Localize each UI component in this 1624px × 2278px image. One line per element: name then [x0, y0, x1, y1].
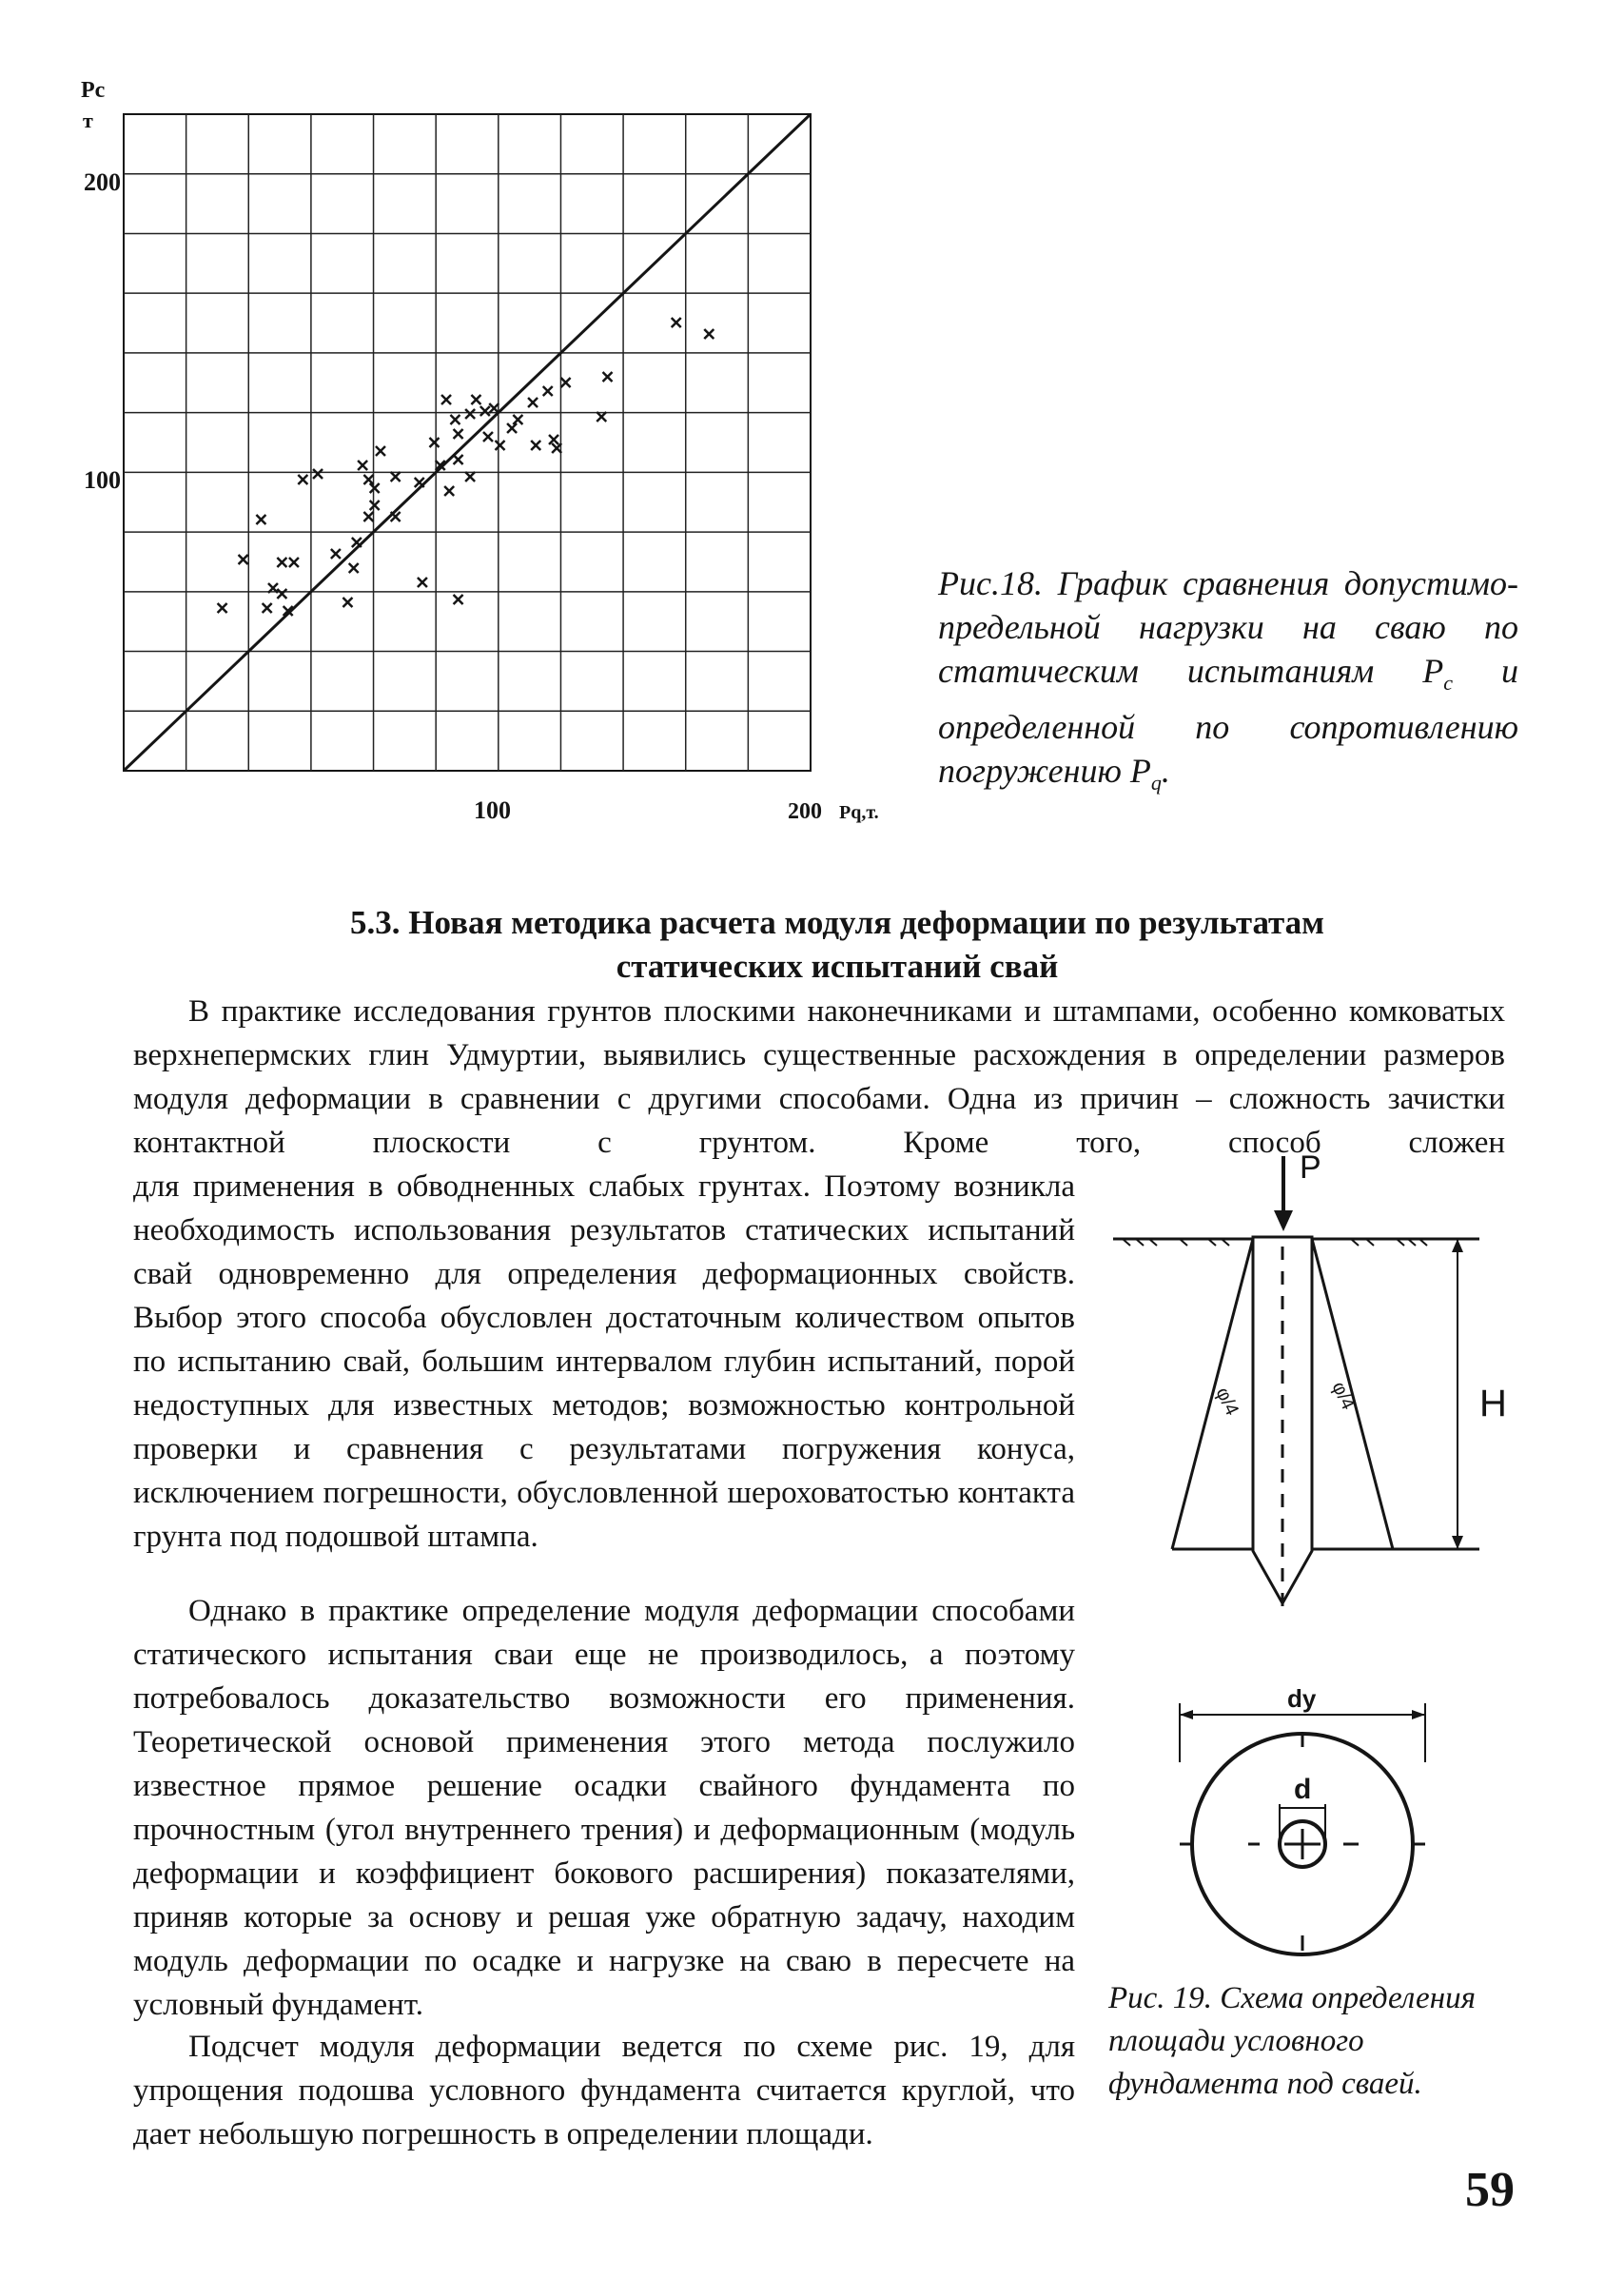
data-point-23: [376, 446, 385, 456]
data-point-31: [363, 475, 373, 484]
body-paragraph-3: [133, 2025, 1075, 2156]
dimension-h-arrow-top: [1452, 1239, 1463, 1252]
dimension-dy-arrow-right: [1412, 1710, 1425, 1719]
data-point-34: [370, 501, 380, 510]
load-arrow-head: [1274, 1210, 1293, 1231]
x-axis-label: Pq,т.: [839, 802, 879, 823]
fig18-caption-sub-c: c: [1443, 671, 1453, 696]
data-point-27: [415, 478, 424, 487]
data-point-1: [704, 329, 714, 339]
data-point-41: [277, 558, 286, 567]
section-title-line1: 5.3. Новая методика расчета модуля деформации по результатам: [349, 904, 1325, 941]
x-tick-200: 200: [788, 799, 822, 824]
data-point-47: [277, 589, 286, 599]
data-point-17: [496, 441, 505, 450]
data-point-39: [331, 549, 341, 559]
fig18-caption-rest: и определенной по сопротивлению погружению P: [938, 652, 1518, 791]
data-point-20: [549, 435, 558, 444]
data-point-13: [441, 395, 451, 404]
page-number: 59: [1465, 2163, 1515, 2217]
data-point-22: [454, 455, 463, 464]
angle-label-right: φ/4: [1327, 1378, 1359, 1413]
paragraph-1-text: В практике исследования грунтов плоскими наконечниками и штампами, особенно комковатых верхнепермских глин Удмуртии, выявились существенные расхождения в определении размеров модуля деформации в сравнении с другими способами. Одна из причин – сложность зачистки контактной плоскости с грунтом. Кроме того, способ сложен: [133, 994, 1505, 1160]
data-point-10: [507, 423, 517, 433]
data-point-28: [298, 475, 307, 484]
paragraph-1-continued: для применения в обводненных слабых грунтах. Поэтому возникла необходимость использования результатов статических испытаний свай одновременно для определения деформационных свойств. Выбор этого способа обусловлен достаточным количеством опытов по испытанию свай, большим интервалом глубин испытаний, порой недоступных для известных методов; возможностью контрольной проверки и сравнения с результатами погружения конуса, исключением погрешности, обусловленной шероховатостью контакта грунта под подошвой штампа.: [133, 1169, 1075, 1554]
data-point-12: [465, 409, 475, 419]
data-point-42: [289, 558, 299, 567]
data-point-15: [454, 429, 463, 439]
data-point-0: [672, 318, 681, 327]
data-point-43: [349, 563, 359, 573]
data-point-5: [528, 398, 538, 407]
x-tick-100: 100: [474, 796, 511, 824]
data-point-9: [513, 415, 522, 424]
y-tick-200: 200: [84, 168, 121, 196]
data-point-48: [342, 598, 352, 607]
y-tick-100: 100: [84, 466, 121, 494]
data-point-6: [471, 395, 480, 404]
fig18-caption-text: Рис.18. График сравнения допустимо-предельной нагрузки на сваю по статическим испытаниям P: [938, 564, 1518, 690]
chart-reference-line: [124, 114, 811, 771]
data-point-37: [256, 515, 265, 524]
body-paragraph-2: [133, 1589, 1075, 2027]
paragraph-2-text: Однако в практике определение модуля деформации способами статического испытания сваи еще не производилось, а поэтому потребовалось доказательство возможности его применения. Теоретической основой применения этого метода послужило известное прямое решение осадки свайного фундамента по прочностным (угол внутреннего трения) и деформационным (модуль деформации и коэффициент бокового расширения) показателями, приняв которые за основу и решая уже обратную задачу, находим модуль деформации по осадке и нагрузке на сваю в пересчете на условный фундамент.: [133, 1594, 1075, 2022]
body-paragraph-1b: [133, 1165, 1075, 1559]
data-point-11: [597, 412, 606, 422]
data-point-21: [429, 438, 439, 447]
dimension-dy-label: dу: [1287, 1684, 1317, 1713]
data-point-29: [313, 469, 323, 479]
data-point-16: [483, 432, 493, 442]
data-point-19: [552, 443, 561, 453]
data-point-14: [450, 415, 460, 424]
y-axis-label-t: т: [83, 108, 93, 132]
body-paragraph-1a: [133, 990, 1505, 1165]
data-point-3: [561, 378, 571, 387]
data-point-35: [363, 512, 373, 521]
data-point-36: [391, 512, 401, 521]
dimension-d-label: d: [1294, 1774, 1312, 1805]
dimension-dy-arrow-left: [1180, 1710, 1193, 1719]
fig18-caption: [938, 561, 1518, 805]
paragraph-3-text: Подсчет модуля деформации ведется по схеме рис. 19, для упрощения подошва условного фундамента считается круглой, что дает небольшую погрешность в определении площади.: [133, 2030, 1075, 2151]
data-point-33: [370, 483, 380, 493]
data-point-24: [391, 472, 401, 481]
data-point-26: [358, 461, 367, 470]
section-title-line2: статических испытаний свай: [616, 948, 1059, 985]
data-point-50: [263, 603, 272, 613]
fig18-chart: [81, 78, 913, 847]
dimension-h-label: H: [1479, 1383, 1507, 1424]
data-point-40: [239, 555, 248, 564]
data-point-7: [480, 406, 490, 416]
data-point-44: [418, 578, 427, 587]
data-point-2: [543, 386, 553, 396]
data-point-30: [465, 472, 475, 481]
fig19-pile-diagram: [1104, 1142, 1522, 1637]
dimension-h-arrow-bottom: [1452, 1536, 1463, 1549]
y-axis-label-p: Pc: [81, 78, 106, 103]
data-point-32: [444, 486, 454, 496]
angle-label-left: φ/4: [1211, 1384, 1242, 1419]
data-point-18: [531, 441, 540, 450]
fig19-plan-diagram: [1142, 1686, 1465, 1972]
fig18-caption-sub-q: q: [1150, 771, 1162, 795]
fig18-caption-end: .: [1161, 752, 1170, 791]
data-point-38: [352, 538, 362, 547]
data-point-49: [218, 603, 227, 613]
reference-line-pc-eq-pq: [124, 114, 811, 771]
data-point-4: [603, 372, 613, 382]
chart-points: [218, 318, 714, 616]
data-point-8: [489, 403, 499, 413]
load-label-p: P: [1300, 1149, 1321, 1186]
data-point-45: [454, 595, 463, 604]
fig19-caption: Рис. 19. Схема определения площади условного фундамента под сваей.: [1108, 1981, 1476, 2101]
